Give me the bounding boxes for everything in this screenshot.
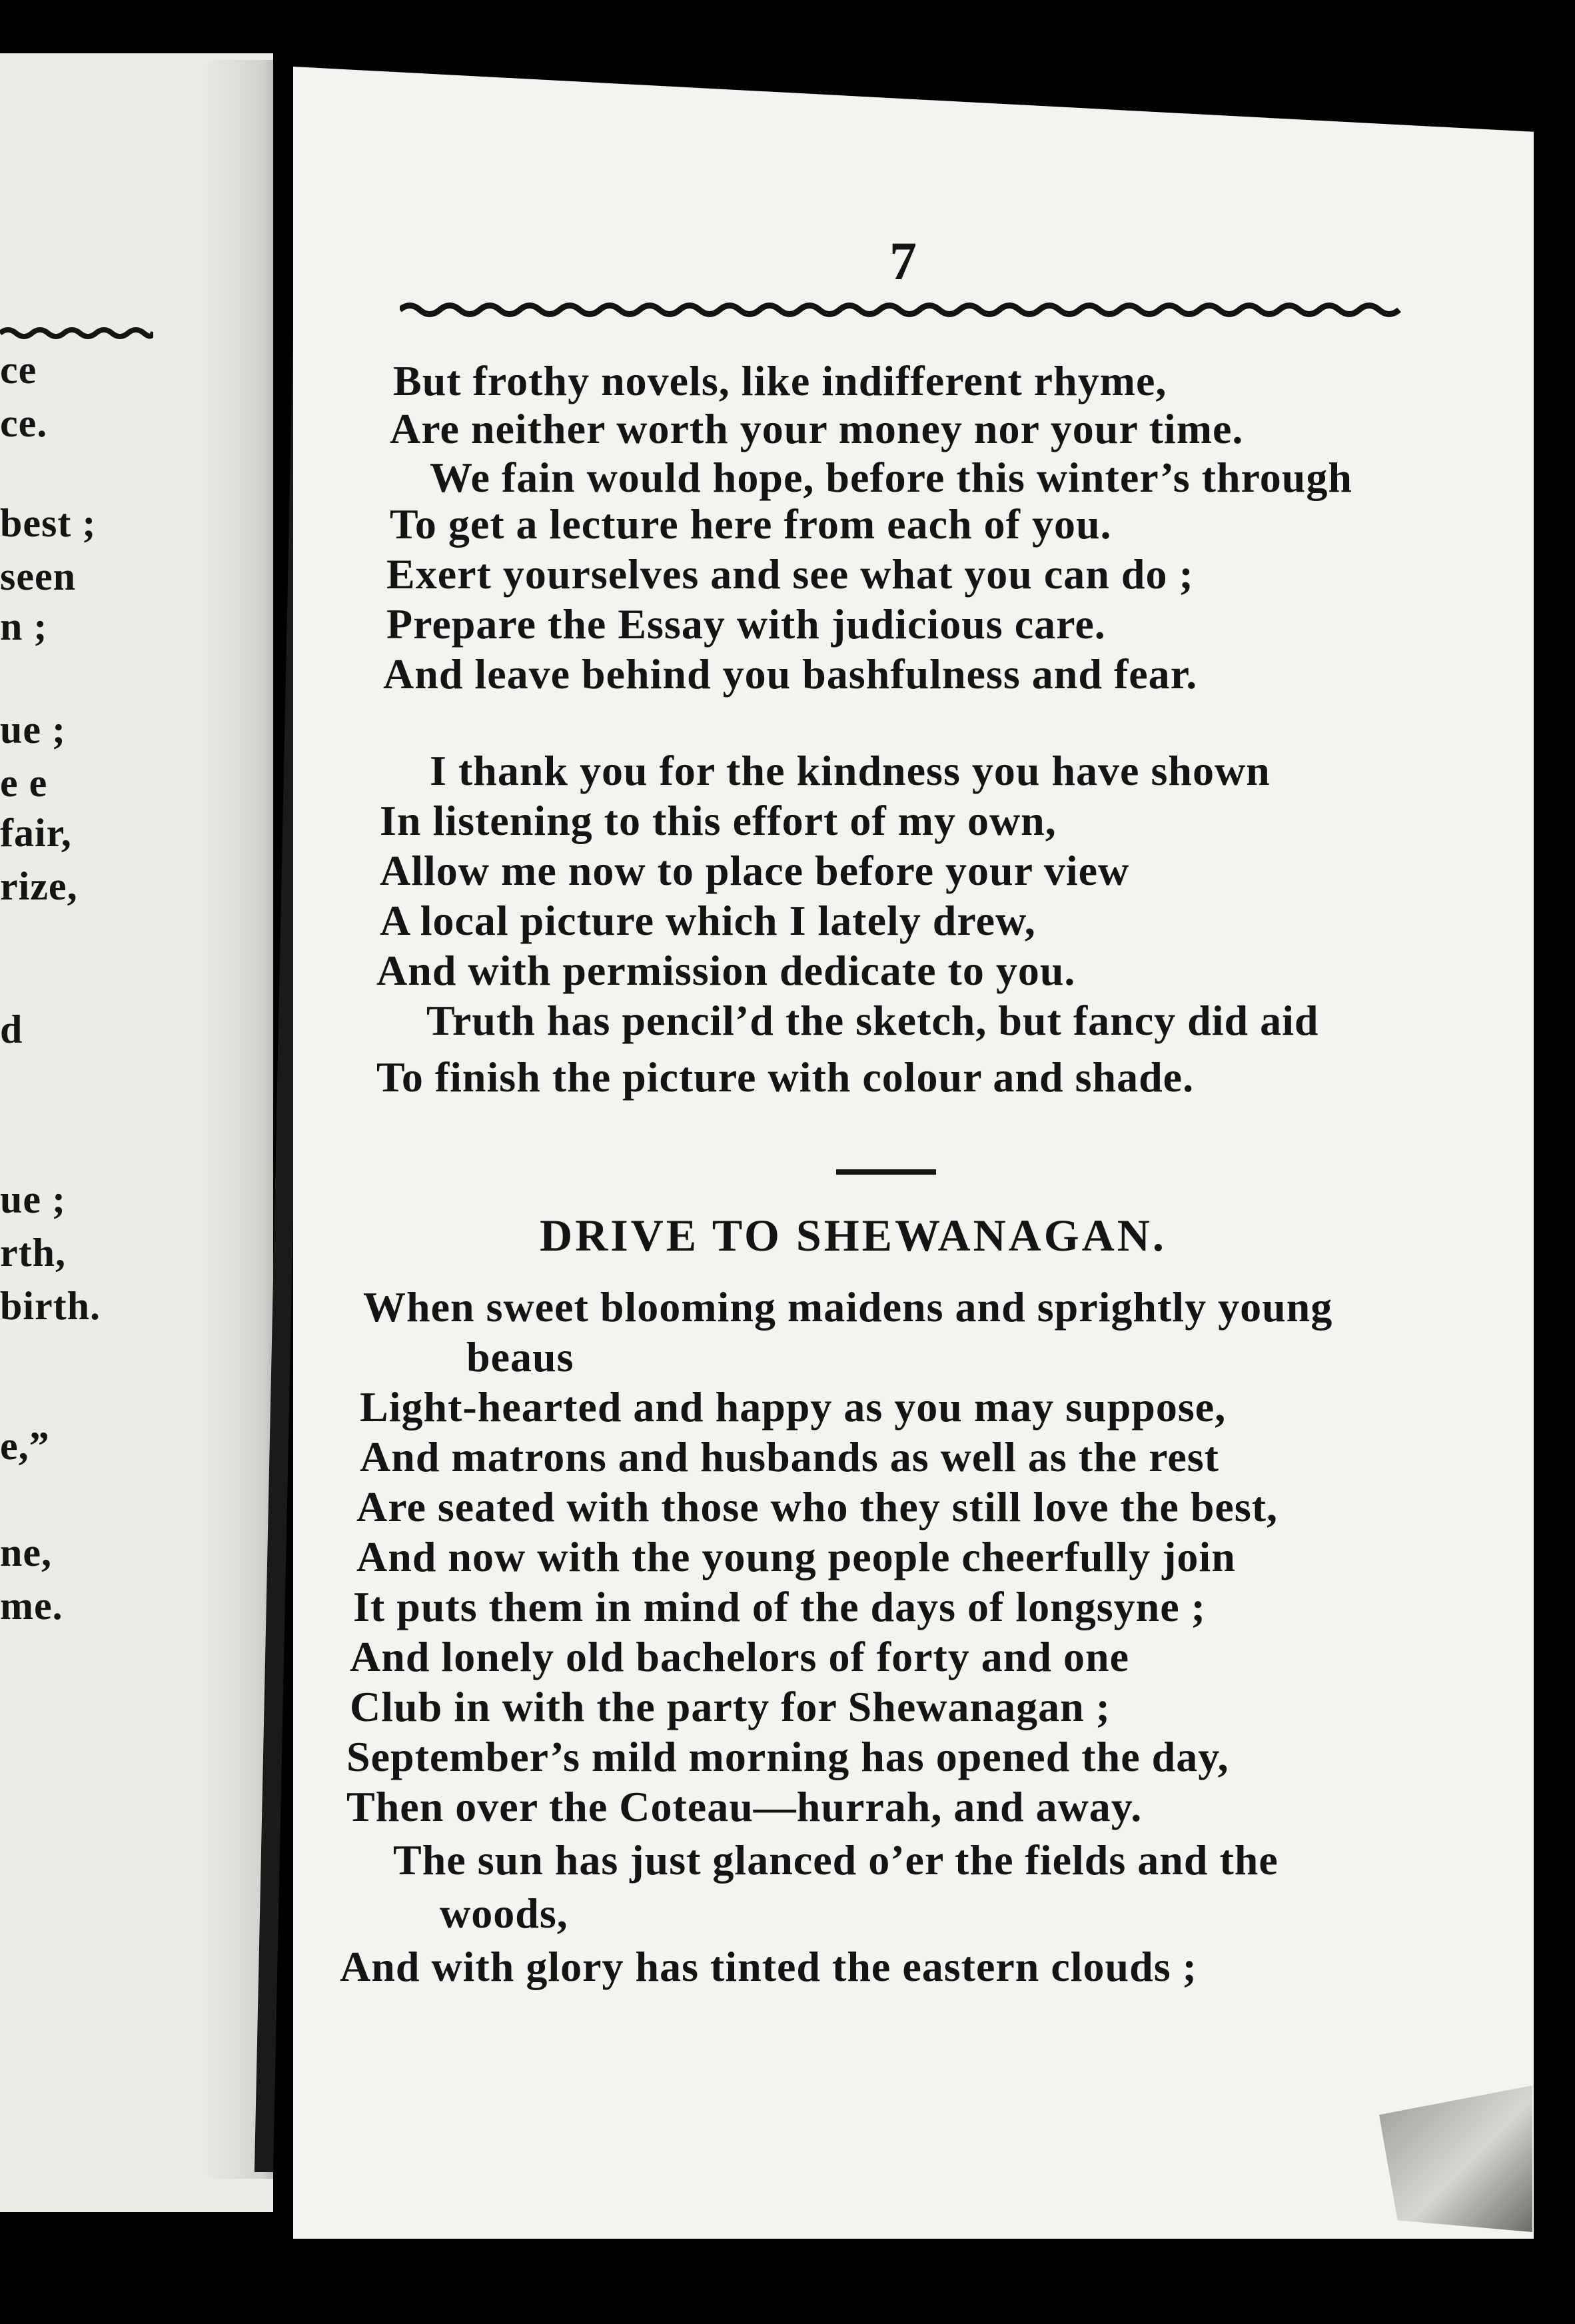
left-fragment: ue ; [0,708,66,752]
verse-line: September’s mild morning has opened the day, [346,1733,1229,1780]
verse-line: To get a lecture here from each of you. [390,500,1112,548]
verse-line: Are neither worth your money nor your time. [390,405,1244,452]
left-fragment: e e [0,761,48,805]
verse-line: And with glory has tinted the eastern clouds ; [340,1943,1197,1990]
verse-line: Allow me now to place before your view [380,847,1130,894]
left-fragment: d [0,1007,23,1051]
left-fragment: ue ; [0,1177,66,1221]
verse-line: It puts them in mind of the days of longsyne ; [353,1583,1206,1630]
verse-line: And leave behind you bashfulness and fear. [383,650,1198,698]
left-fragment: n ; [0,604,48,648]
verse-line: Club in with the party for Shewanagan ; [350,1683,1111,1730]
verse-line: And matrons and husbands as well as the rest [360,1433,1219,1480]
verse-line: And with permission dedicate to you. [376,947,1076,994]
left-fragment: best ; [0,501,97,545]
left-fragment: rize, [0,864,78,908]
left-fragment: me. [0,1584,63,1628]
verse-line: The sun has just glanced o’er the fields and the [393,1836,1279,1884]
verse-line: Prepare the Essay with judicious care. [386,600,1106,648]
left-fragment: e,” [0,1424,50,1468]
section-divider [836,1169,936,1175]
page-number: 7 [889,231,917,291]
left-fragment: ce. [0,401,48,445]
verse-line: Light-hearted and happy as you may suppose, [360,1383,1227,1431]
verse-line: beaus [466,1333,574,1381]
verse-line: A local picture which I lately drew, [380,897,1036,944]
verse-line: We fain would hope, before this winter’s through [430,454,1352,501]
left-fragment: rth, [0,1231,66,1275]
verse-line: In listening to this effort of my own, [380,797,1057,844]
left-fragment: ne, [0,1530,52,1574]
left-fragment: ce [0,348,37,392]
verse-line: And lonely old bachelors of forty and one [350,1633,1129,1680]
verse-line: Then over the Coteau—hurrah, and away. [346,1783,1143,1830]
verse-line: To finish the picture with colour and shade. [376,1053,1195,1101]
verse-line: Exert yourselves and see what you can do ; [386,550,1194,598]
verse-line: And now with the young people cheerfully join [356,1533,1236,1580]
verse-line: When sweet blooming maidens and sprightly young [363,1283,1333,1331]
verse-line: woods, [440,1890,568,1937]
verse-line: Truth has pencil’d the sketch, but fancy did aid [426,997,1319,1044]
left-fragment: birth. [0,1284,101,1328]
verse-line: I thank you for the kindness you have shown [430,747,1271,794]
section-title: DRIVE TO SHEWANAGAN. [540,1210,1167,1261]
left-fragment: seen [0,554,76,598]
top-wavy-rule [400,287,1406,333]
verse-line: Are seated with those who they still love the best, [356,1483,1279,1530]
verse-line: But frothy novels, like indifferent rhyme, [393,357,1167,404]
left-wavy-rule [0,313,153,353]
left-fragment: fair, [0,811,72,855]
